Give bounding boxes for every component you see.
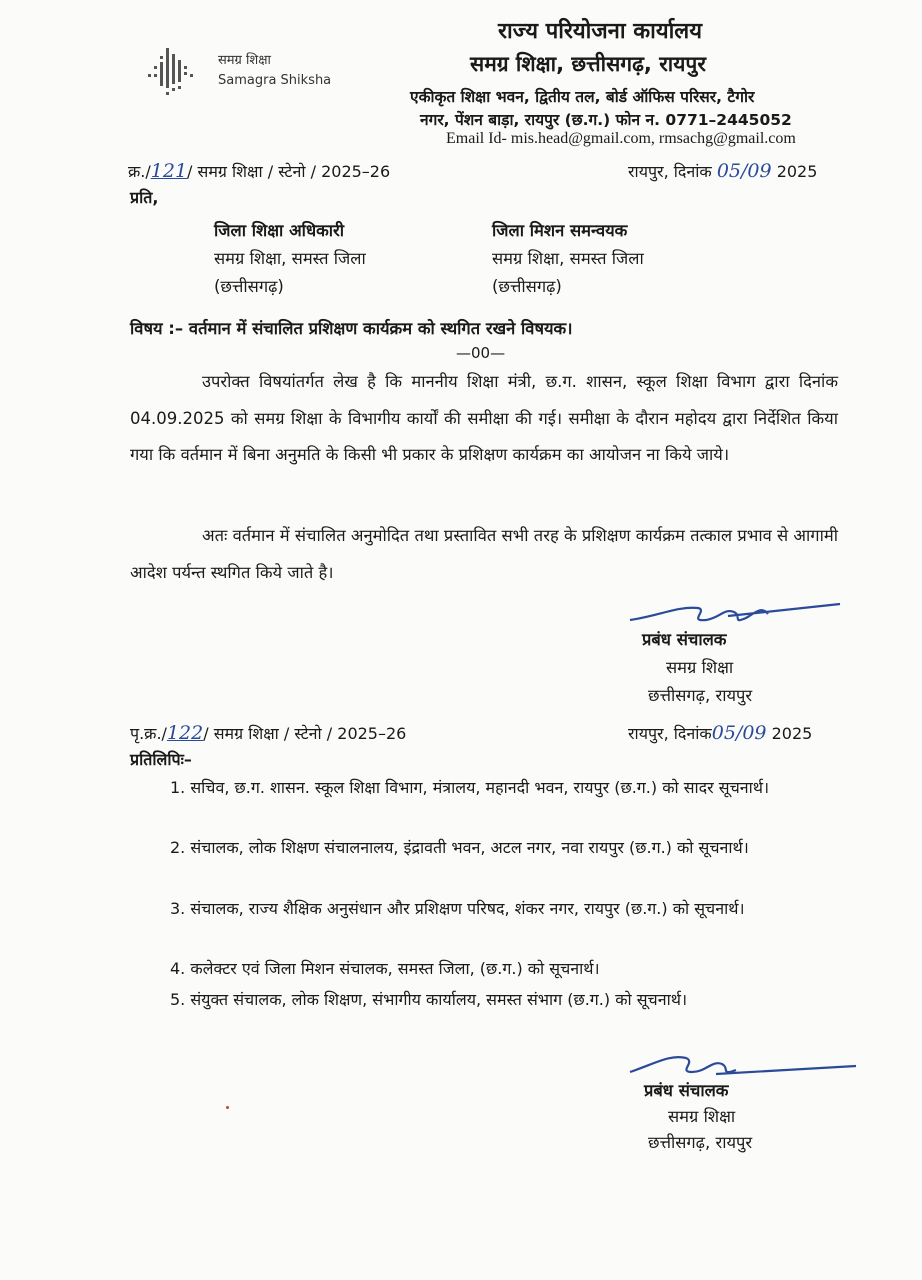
body-paragraph-2: अतः वर्तमान में संचालित अनुमोदित तथा प्रस्तावित सभी तरह के प्रशिक्षण कार्यक्रम तत्काल प्रभाव से आगामी आदेश पर्यन्त स्थगित किये जाते है। (130, 526, 838, 582)
date-prefix: रायपुर, दिनांक (628, 162, 712, 181)
date-handwritten: 05/09 (716, 160, 772, 182)
copy-reference-suffix: / समग्र शिक्षा / स्टेनो / 2025–26 (203, 724, 407, 743)
copy-date-year: 2025 (771, 724, 813, 743)
copy-date (628, 722, 812, 744)
copy-list-item: 2. संचालक, लोक शिक्षण संचालनालय, इंद्रावती भवन, अटल नगर, नवा रायपुर (छ.ग.) को सूचनार्थ। (170, 838, 749, 857)
to-label: प्रति, (130, 188, 159, 207)
signatory-line: समग्र शिक्षा (666, 658, 734, 677)
reference-prefix: क्र./ (128, 162, 151, 181)
recipient-block-1 (214, 218, 366, 297)
letter-date (628, 160, 817, 182)
recipient-title: जिला शिक्षा अधिकारी (214, 221, 345, 240)
signature-scribble-icon (626, 1048, 858, 1082)
copy-reference-number-handwritten: 122 (166, 722, 204, 744)
signatory-role: प्रबंध संचालक (642, 630, 727, 649)
samagra-shiksha-logo-icon (148, 44, 212, 98)
copy-list-item: 5. संयुक्त संचालक, लोक शिक्षण, संभागीय कार्यालय, समस्त संभाग (छ.ग.) को सूचनार्थ। (170, 990, 688, 1009)
recipient-block-2 (492, 218, 644, 297)
copy-list-item: 3. संचालक, राज्य शैक्षिक अनुसंधान और प्रशिक्षण परिषद, शंकर नगर, रायपुर (छ.ग.) को सूचनार्थ। (170, 899, 745, 918)
copy-signatory-line: छत्तीसगढ़, रायपुर (648, 1133, 753, 1152)
copy-list-item: 1. सचिव, छ.ग. शासन. स्कूल शिक्षा विभाग, मंत्रालय, महानदी भवन, रायपुर (छ.ग.) को सादर सूचनार्थ। (170, 778, 770, 797)
logo-text-hindi: समग्र शिक्षा (218, 53, 271, 68)
copy-signatory-role: प्रबंध संचालक (644, 1081, 729, 1100)
signatory-line: छत्तीसगढ़, रायपुर (648, 686, 753, 705)
date-year: 2025 (776, 162, 818, 181)
subject-line: विषय :– वर्तमान में संचालित प्रशिक्षण कार्यक्रम को स्थगित रखने विषयक। (130, 319, 573, 338)
reference-suffix: / समग्र शिक्षा / स्टेनो / 2025–26 (187, 162, 391, 181)
copy-reference-number (130, 722, 406, 744)
copy-list-item: 4. कलेक्टर एवं जिला मिशन संचालक, समस्त जिला, (छ.ग.) को सूचनार्थ। (170, 959, 600, 978)
body-paragraph-1: उपरोक्त विषयांतर्गत लेख है कि माननीय शिक्षा मंत्री, छ.ग. शासन, स्कूल शिक्षा विभाग द्वारा दिनांक 04.09.2025 को समग्र शिक्षा के विभागीय कार्यों की समीक्षा की गई। समीक्षा के दौरान महोदय द्वारा निर्देशित किया गया कि वर्तमान में बिना अनुमति के किसी भी प्रकार के प्रशिक्षण कार्यक्रम का आयोजन ना किये जाये। (130, 372, 838, 464)
recipient-line: (छत्तीसगढ़) (214, 277, 284, 296)
recipient-title: जिला मिशन समन्वयक (492, 221, 628, 240)
office-address-line2: नगर, पेंशन बाड़ा, रायपुर (छ.ग.) फोन न. 0771–2445052 (420, 111, 792, 129)
logo-text-english: Samagra Shiksha (218, 73, 332, 88)
separator: —00— (456, 344, 506, 362)
office-address-line1: एकीकृत शिक्षा भवन, द्वितीय तल, बोर्ड ऑफिस परिसर, टैगोर (410, 88, 755, 106)
office-title: राज्य परियोजना कार्यालय (498, 19, 702, 44)
office-name: समग्र शिक्षा, छत्तीसगढ़, रायपुर (470, 52, 706, 76)
reference-number (128, 160, 390, 182)
copy-label: प्रतिलिपिः– (130, 750, 192, 769)
recipient-line: समग्र शिक्षा, समस्त जिला (214, 249, 366, 268)
ink-dot (226, 1106, 229, 1109)
recipient-line: समग्र शिक्षा, समस्त जिला (492, 249, 644, 268)
copy-date-handwritten: 05/09 (711, 722, 767, 744)
copy-reference-prefix: पृ.क्र./ (130, 724, 167, 743)
recipient-line: (छत्तीसगढ़) (492, 277, 562, 296)
office-email: Email Id- mis.head@gmail.com, rmsachg@gmail.com (446, 130, 796, 147)
reference-number-handwritten: 121 (150, 160, 188, 182)
copy-signatory-line: समग्र शिक्षा (668, 1107, 736, 1126)
copy-date-prefix: रायपुर, दिनांक (628, 724, 712, 743)
